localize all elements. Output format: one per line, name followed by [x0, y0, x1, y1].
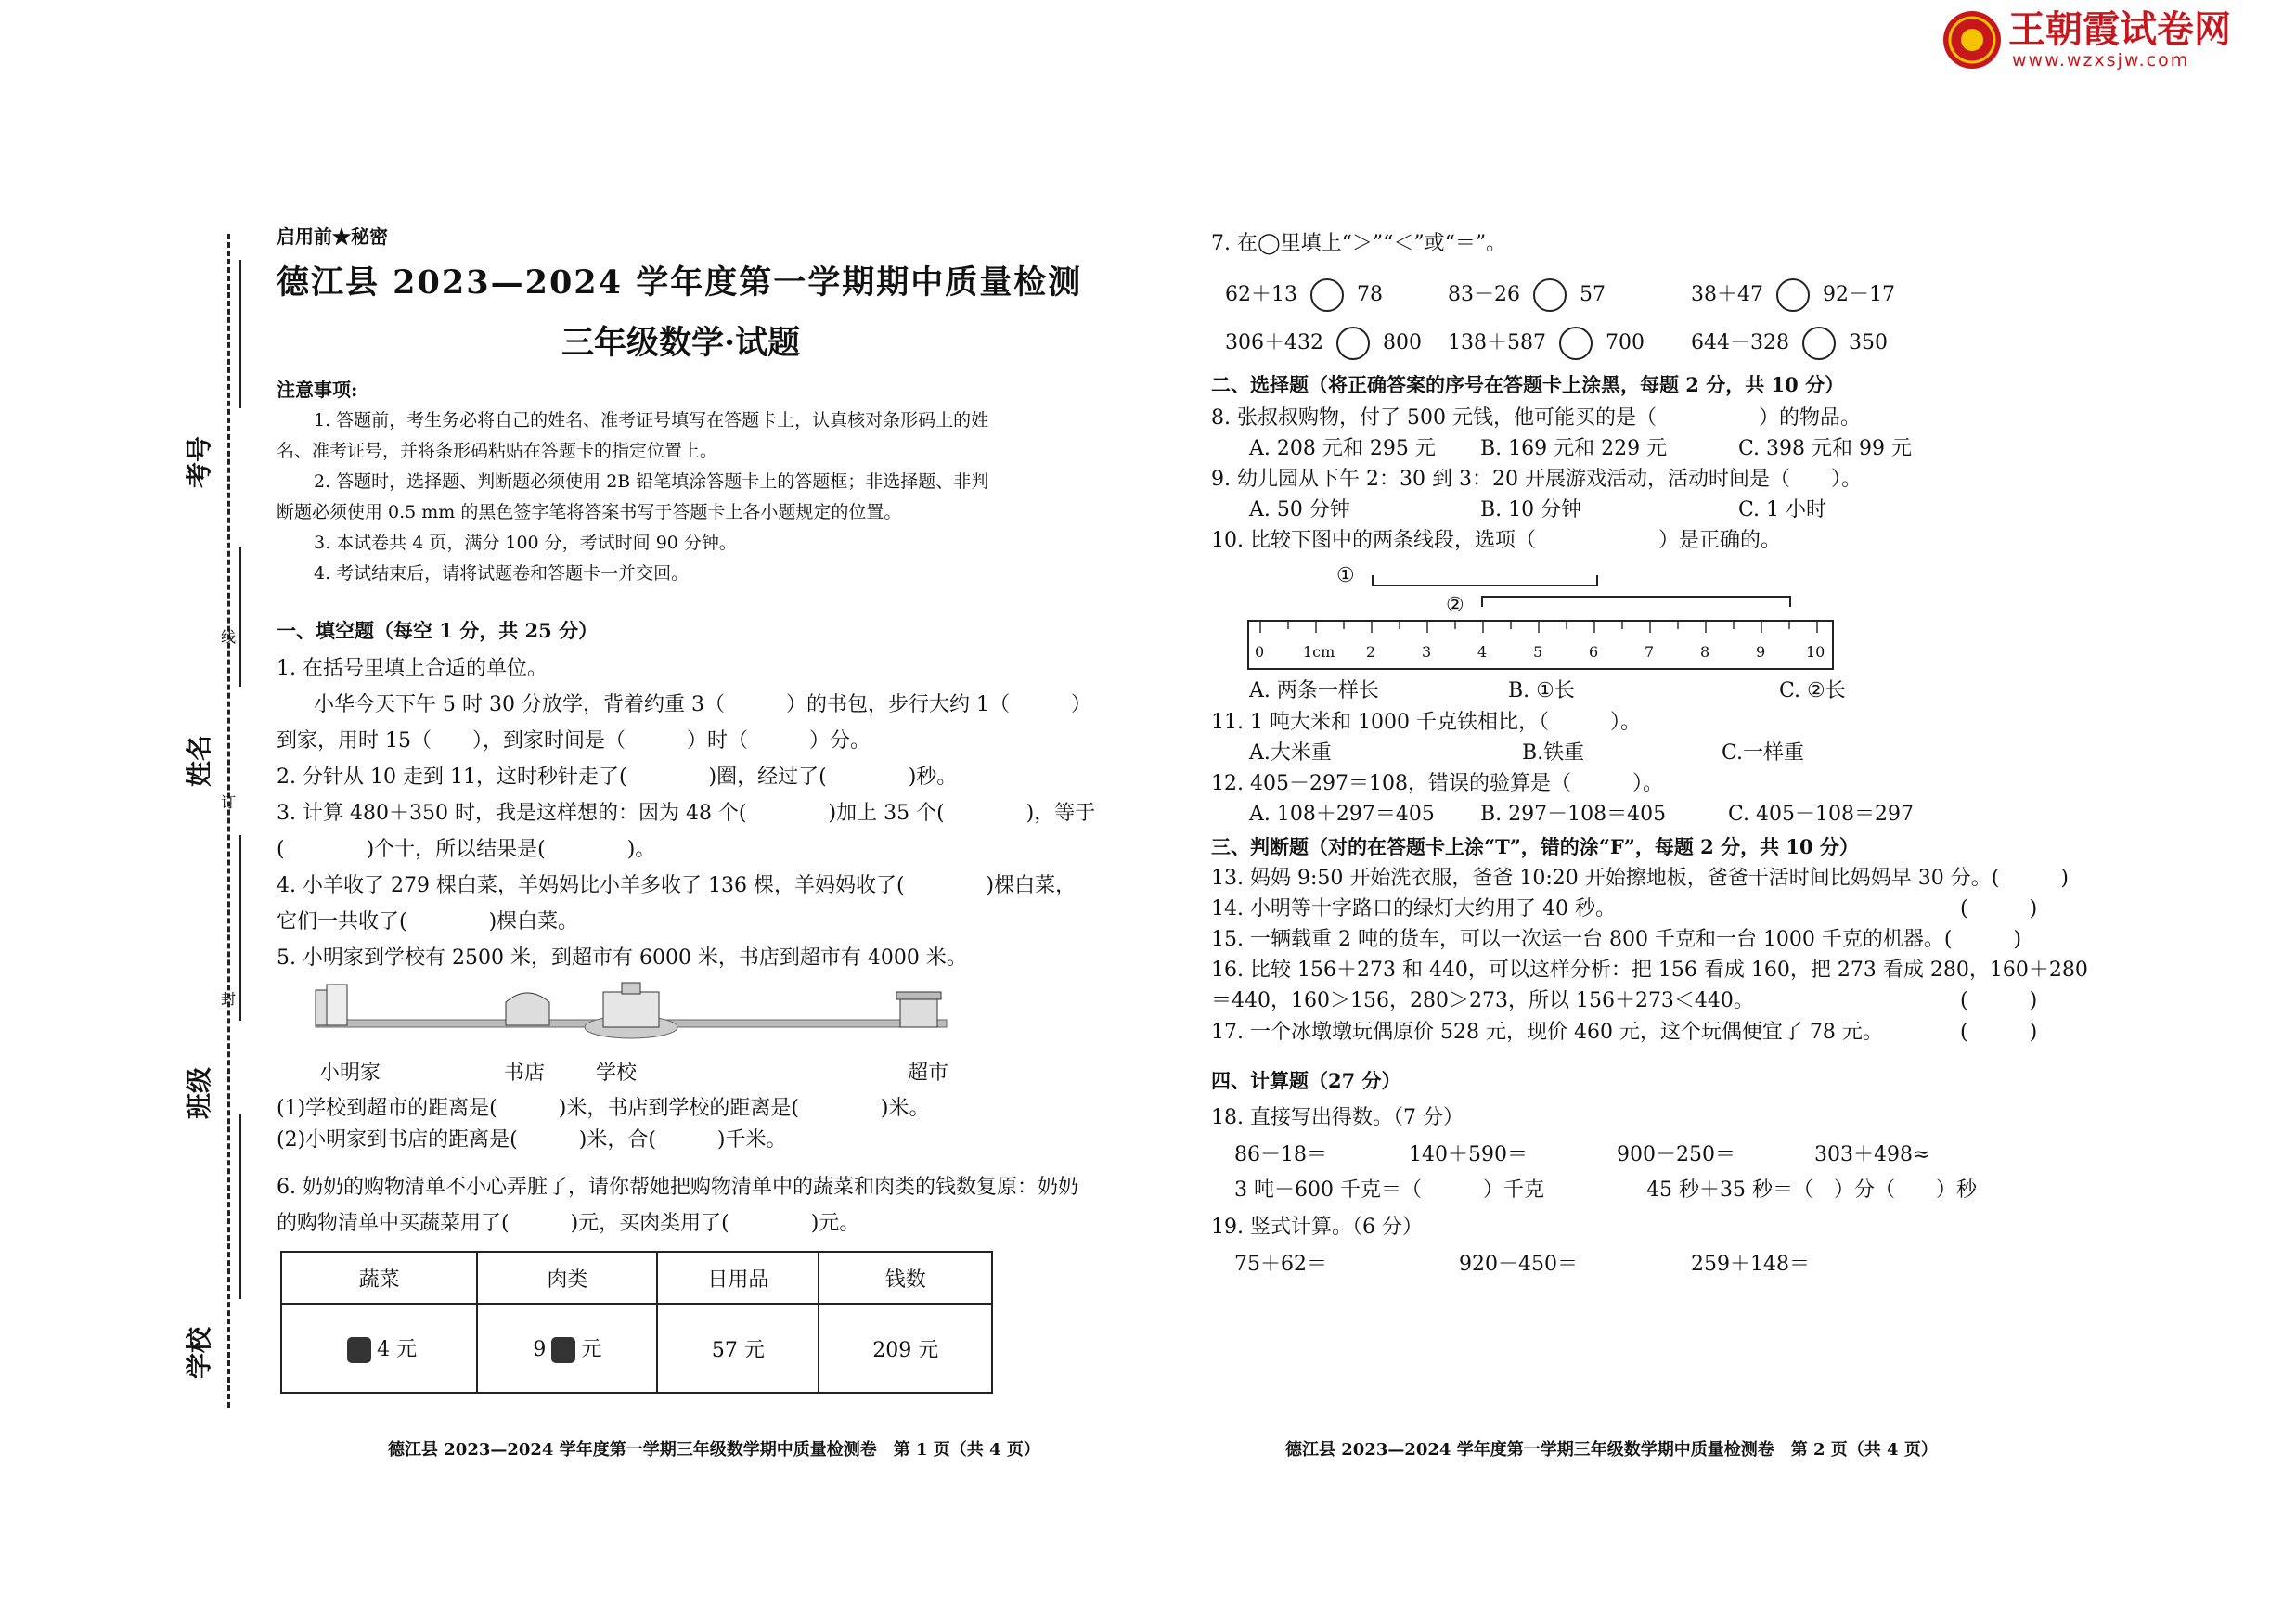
ruler	[1247, 620, 1834, 670]
cell-total: 209 元	[819, 1304, 992, 1393]
q2-line: 2. 分针从 10 走到 11，这时秒针走了( )圈，经过了( )秒。	[277, 766, 958, 789]
notice-line-2: 名、准考证号，并将条形码粘贴在答题卡的指定位置上。	[277, 441, 718, 461]
q18-item-2: 140＋590＝	[1409, 1143, 1528, 1166]
col-header-total: 钱数	[819, 1252, 992, 1304]
home-building-icon	[316, 985, 347, 1025]
seal-mark-ding: 订	[221, 793, 237, 811]
binding-dash-line	[227, 234, 230, 1408]
seal-mark-xian: 线	[221, 628, 237, 646]
supermarket-building-icon	[896, 992, 941, 1027]
q9-opt-b: B. 10 分钟	[1480, 498, 1582, 521]
q19-item-2: 920－450＝	[1459, 1253, 1578, 1276]
cell-daily: 57 元	[657, 1304, 819, 1393]
q7-item-2: 83－26 57	[1448, 278, 1606, 312]
q5-part-2: (2)小明家到书店的距离是( )米，合( )千米。	[277, 1128, 787, 1152]
smudge-icon	[347, 1337, 371, 1363]
q6-line-2: 的购物清单中买蔬菜用了( )元，买肉类用了( )元。	[277, 1212, 860, 1235]
q7-item-6: 644－328 350	[1691, 327, 1888, 360]
cell-veg	[281, 1304, 477, 1393]
bookstore-building-icon	[506, 993, 549, 1025]
smudge-icon	[551, 1337, 575, 1363]
q9-opt-c: C. 1 小时	[1738, 498, 1827, 521]
q6-line-1: 6. 奶奶的购物清单不小心弄脏了，请你帮她把购物清单中的蔬菜和肉类的钱数复原：奶奶	[277, 1176, 1078, 1199]
ruler-tick-8: 8	[1700, 643, 1710, 661]
q16-line-2: ＝440，160＞156，280＞273，所以 156＋273＜440。	[1211, 989, 1754, 1012]
q12-opt-a: A. 108＋297＝405	[1249, 803, 1435, 826]
notice-line-5: 3. 本试卷共 4 页，满分 100 分，考试时间 90 分钟。	[314, 533, 737, 553]
section-3-heading: 三、判断题（对的在答题卡上涂“T”，错的涂“F”，每题 2 分，共 10 分）	[1211, 835, 1859, 858]
q3-line-1: 3. 计算 480＋350 时，我是这样想的：因为 48 个( )加上 35 个( )，等于	[277, 802, 1096, 825]
q7-item-3: 38＋47 92－17	[1691, 278, 1895, 312]
q11-opt-a: A.大米重	[1249, 741, 1332, 765]
ruler-tick-2: 2	[1366, 643, 1376, 661]
segment-2-label: ②	[1446, 594, 1464, 617]
segment-2	[1481, 596, 1791, 607]
name-line	[239, 547, 241, 687]
page-1-footer: 德江县 2023—2024 学年度第一学期三年级数学期中质量检测卷 第 1 页（共 4 页）	[388, 1440, 1040, 1460]
ruler-tick-6: 6	[1589, 643, 1599, 661]
class-label: 班级	[184, 1066, 215, 1120]
seal-mark-feng: 封	[221, 990, 237, 1008]
meat-price-digit: 9	[533, 1338, 547, 1361]
place-home: 小明家	[319, 1062, 381, 1085]
watermark-logo	[1941, 7, 2276, 72]
q14-paren: ( )	[1960, 897, 2038, 920]
ruler-tick-0: 0	[1255, 643, 1265, 661]
q9-line: 9. 幼儿园从下午 2：30 到 3：20 开展游戏活动，活动时间是（ ）。	[1211, 468, 1862, 491]
q12-opt-b: B. 297－108＝405	[1480, 803, 1667, 826]
q19-line: 19. 竖式计算。（6 分）	[1211, 1216, 1423, 1239]
q1-text-2: 到家，用时 15（ ），到家时间是（ ）时（ ）分。	[277, 729, 871, 753]
ruler-tick-7: 7	[1645, 643, 1655, 661]
q3-line-2: ( )个十，所以结果是( )。	[277, 838, 656, 861]
page-2-footer: 德江县 2023—2024 学年度第一学期三年级数学期中质量检测卷 第 2 页（共 4 页）	[1285, 1440, 1938, 1460]
q11-line: 11. 1 吨大米和 1000 千克铁相比，（ ）。	[1211, 711, 1641, 734]
q8-opt-c: C. 398 元和 99 元	[1738, 437, 1913, 460]
school-building-icon	[585, 983, 677, 1038]
exam-title: 德江县 2023—2024 学年度第一学期期中质量检测	[277, 264, 1083, 302]
school-label: 学校	[184, 1326, 215, 1380]
q18-item-4: 303＋498≈	[1814, 1143, 1930, 1166]
section-4-heading: 四、计算题（27 分）	[1211, 1069, 1401, 1092]
col-header-veg: 蔬菜	[281, 1252, 477, 1304]
q11-opt-b: B.铁重	[1522, 741, 1585, 765]
shopping-list-table	[280, 1251, 993, 1394]
cell-meat	[477, 1304, 657, 1393]
q8-opt-a: A. 208 元和 295 元	[1249, 437, 1436, 460]
q16-line-1: 16. 比较 156＋273 和 440，可以这样分析：把 156 看成 160，把 273 看成 280，160＋280	[1211, 959, 2088, 982]
notice-line-1: 1. 答题前，考生务必将自己的姓名、准考证号填写在答题卡上，认真核对条形码上的姓	[314, 410, 989, 431]
notice-line-6: 4. 考试结束后，请将试题卷和答题卡一并交回。	[314, 563, 690, 584]
q18-item-1: 86－18＝	[1234, 1143, 1327, 1166]
q8-line: 8. 张叔叔购物，付了 500 元钱，他可能买的是（ ）的物品。	[1211, 406, 1861, 430]
ruler-tick-4: 4	[1477, 643, 1488, 661]
q18-line: 18. 直接写出得数。（7 分）	[1211, 1106, 1464, 1129]
q18-item-6: 45 秒＋35 秒＝（ ）分（ ）秒	[1646, 1178, 1977, 1202]
notice-line-4: 断题必须使用 0.5 mm 的黑色签字笔将答案书写于答题卡上各小题规定的位置。	[277, 502, 902, 522]
route-map-figure	[297, 979, 965, 1053]
q16-paren: ( )	[1960, 989, 2038, 1012]
exam-no-line	[239, 260, 241, 408]
q19-item-1: 75＋62＝	[1234, 1253, 1327, 1276]
section-1-heading: 一、填空题（每空 1 分，共 25 分）	[277, 619, 599, 642]
q5-part-1: (1)学校到超市的距离是( )米，书店到学校的距离是( )米。	[277, 1097, 930, 1120]
q13-line: 13. 妈妈 9:50 开始洗衣服，爸爸 10:20 开始擦地板，爸爸干活时间比妈妈早 30 分。( )	[1211, 867, 2069, 890]
exam-no-label: 考号	[184, 435, 215, 489]
q15-line: 15. 一辆载重 2 吨的货车，可以一次运一台 800 千克和一台 1000 千克的机器。( )	[1211, 928, 2022, 951]
q17-paren: ( )	[1960, 1021, 2038, 1044]
brand-name: 王朝霞试卷网	[2008, 8, 2231, 51]
q10-opt-b: B. ①长	[1508, 679, 1575, 702]
section-2-heading: 二、选择题（将正确答案的序号在答题卡上涂黑，每题 2 分，共 10 分）	[1211, 373, 1845, 396]
ruler-tick-5: 5	[1533, 643, 1543, 661]
notice-heading: 注意事项:	[277, 379, 358, 401]
q9-opt-a: A. 50 分钟	[1249, 498, 1350, 521]
col-header-daily: 日用品	[657, 1252, 819, 1304]
place-supermarket: 超市	[908, 1062, 949, 1085]
q7-item-4: 306＋432 800	[1225, 327, 1422, 360]
q11-opt-c: C.一样重	[1722, 741, 1805, 765]
q12-opt-c: C. 405－108＝297	[1728, 803, 1915, 826]
name-label: 姓名	[184, 734, 215, 788]
q1-text-1: 小华今天下午 5 时 30 分放学，背着约重 3（ ）的书包，步行大约 1（ ）	[314, 693, 1091, 716]
place-bookstore: 书店	[504, 1062, 546, 1085]
class-line	[239, 835, 241, 1021]
place-school: 学校	[596, 1062, 638, 1085]
q18-item-3: 900－250＝	[1617, 1143, 1735, 1166]
q1-line: 1. 在括号里填上合适的单位。	[277, 657, 548, 680]
q10-opt-a: A. 两条一样长	[1249, 679, 1379, 702]
q10-opt-c: C. ②长	[1779, 679, 1846, 702]
brand-url: www.wzxsjw.com	[2012, 50, 2190, 71]
q4-line-1: 4. 小羊收了 279 棵白菜，羊妈妈比小羊多收了 136 棵，羊妈妈收了( )棵白菜，	[277, 874, 1077, 897]
ruler-tick-1: 1cm	[1303, 643, 1335, 661]
col-header-meat: 肉类	[477, 1252, 657, 1304]
meat-price-unit: 元	[581, 1338, 602, 1361]
secret-label: 启用前★秘密	[277, 225, 388, 248]
q7-item-1: 62＋13 78	[1225, 278, 1383, 312]
q10-line: 10. 比较下图中的两条线段，选项（ ）是正确的。	[1211, 529, 1781, 552]
q12-line: 12. 405－297＝108，错误的验算是（ ）。	[1211, 772, 1663, 795]
q8-opt-b: B. 169 元和 229 元	[1480, 437, 1668, 460]
exam-subtitle: 三年级数学·试题	[561, 324, 801, 362]
q5-line: 5. 小明家到学校有 2500 米，到超市有 6000 米，书店到超市有 4000 米。	[277, 946, 967, 970]
segment-1	[1372, 575, 1598, 586]
brand-seal-icon	[1941, 9, 2003, 71]
q7-line: 7. 在◯里填上“＞”“＜”或“＝”。	[1211, 232, 1507, 255]
q17-line: 17. 一个冰墩墩玩偶原价 528 元，现价 460 元，这个玩偶便宜了 78 元。	[1211, 1021, 1883, 1044]
veg-price: 4 元	[377, 1338, 418, 1361]
q14-line: 14. 小明等十字路口的绿灯大约用了 40 秒。	[1211, 897, 1616, 920]
school-line	[239, 1114, 241, 1299]
segment-1-label: ①	[1336, 564, 1355, 587]
ruler-tick-10: 10	[1806, 643, 1825, 661]
ruler-tick-3: 3	[1422, 643, 1432, 661]
q7-item-5: 138＋587 700	[1448, 327, 1645, 360]
q4-line-2: 它们一共收了( )棵白菜。	[277, 910, 579, 933]
q19-item-3: 259＋148＝	[1691, 1253, 1810, 1276]
q18-item-5: 3 吨－600 千克＝（ ）千克	[1234, 1178, 1544, 1202]
notice-line-3: 2. 答题时，选择题、判断题必须使用 2B 铅笔填涂答题卡上的答题框；非选择题、非判	[314, 471, 989, 492]
ruler-tick-9: 9	[1756, 643, 1766, 661]
